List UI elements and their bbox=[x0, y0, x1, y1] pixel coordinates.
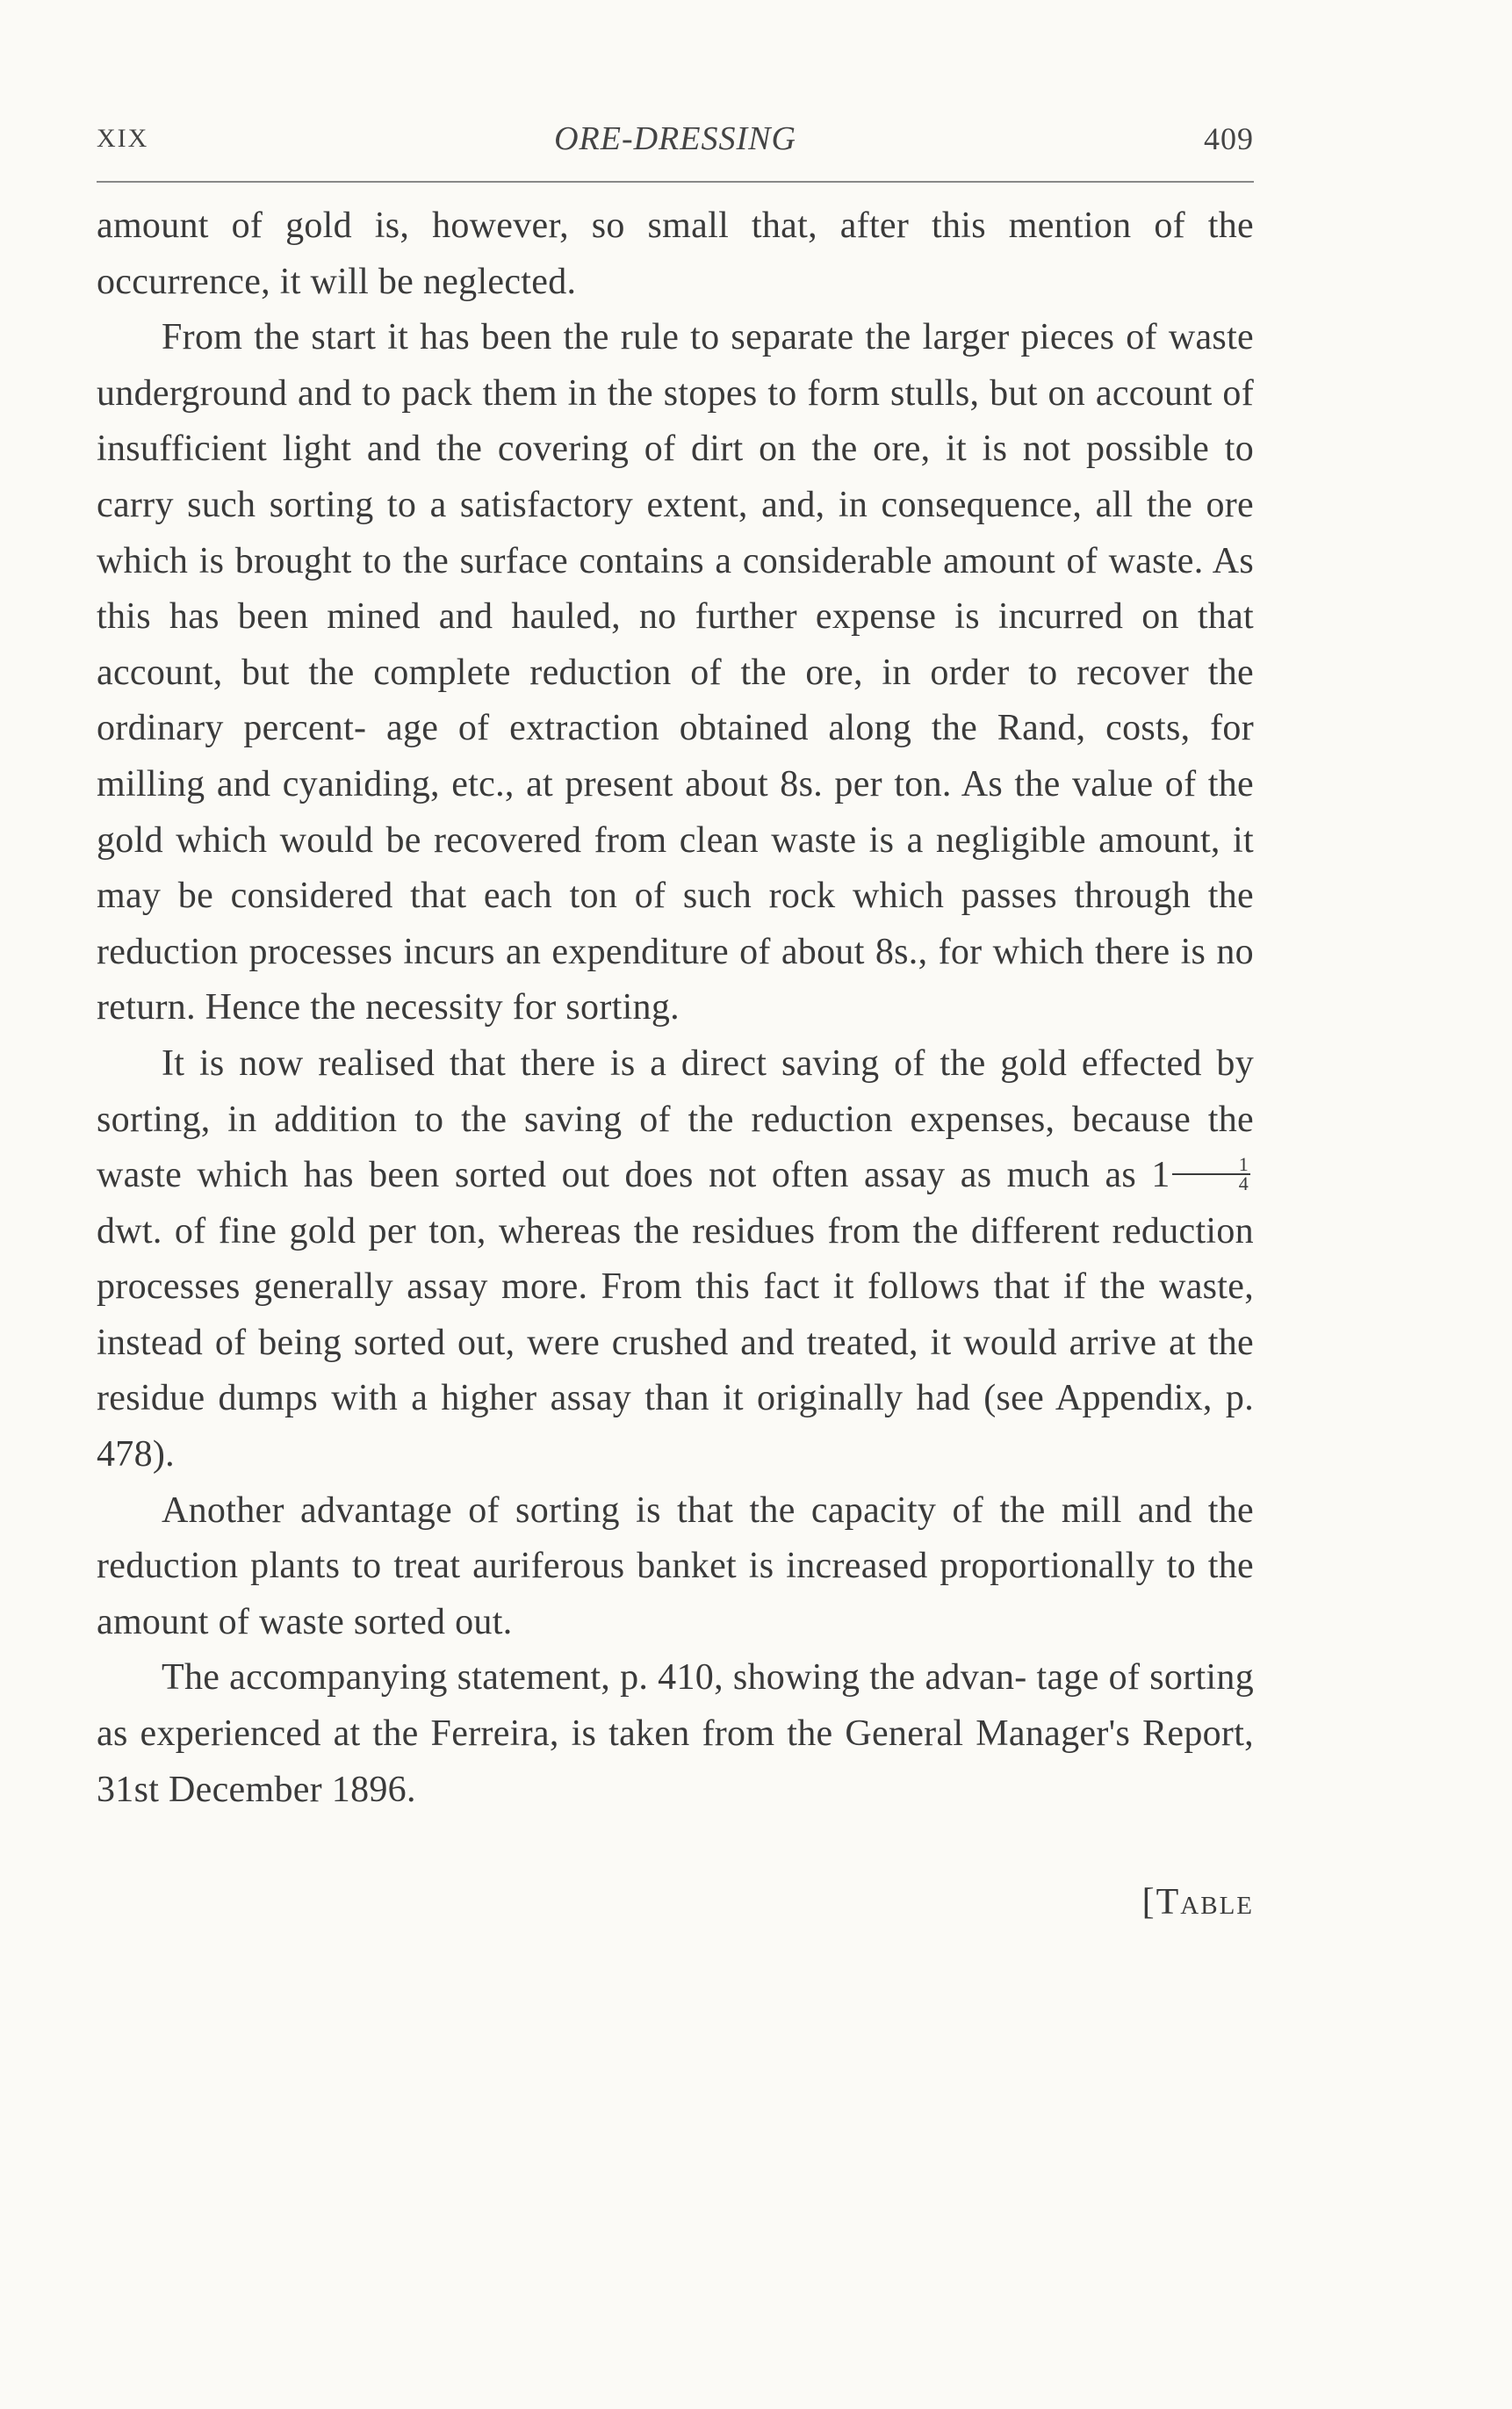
paragraph-3-text-after: dwt. of fine gold per ton, whereas the residues from the different reduction processes generally assay more. From this fact it follows that if the waste, instead of being sorted out, were crushed and treated, it would arrive at the residue dumps with a higher assay than it originally had (see Appendix, p. 478). bbox=[97, 1210, 1254, 1475]
fraction-denominator: 4 bbox=[1238, 1172, 1249, 1195]
book-page bbox=[97, 114, 1254, 1923]
paragraph-1: amount of gold is, however, so small that, after this mention of the occurrence, it will be neglected. bbox=[97, 206, 1254, 302]
paragraph-3 bbox=[97, 1036, 1254, 1483]
body-text bbox=[97, 198, 1254, 1818]
header-rule bbox=[97, 181, 1254, 183]
paragraph-3-text-before: It is now realised that there is a direct saving of the gold effected by sorting, in addition to the saving of the reduction expenses, because the waste which has been sorted out does not often assay as much as 1 bbox=[97, 1042, 1254, 1196]
running-title: ORE-DRESSING bbox=[554, 120, 796, 157]
catchword: [Table bbox=[1141, 1882, 1254, 1923]
page-number: 409 bbox=[1204, 121, 1254, 156]
running-head bbox=[97, 114, 1254, 163]
fraction-numerator: 1 bbox=[1172, 1156, 1250, 1175]
chapter-number: XIX bbox=[97, 124, 149, 153]
fraction-one-quarter bbox=[1172, 1153, 1250, 1195]
paragraph-4: Another advantage of sorting is that the capacity of the mill and the reduction plants to treat auriferous banket is increased proportionally to the amount of waste sorted out. bbox=[97, 1489, 1254, 1642]
paragraph-2: From the start it has been the rule to separate the larger pieces of waste underground and to pack them in the stopes to form stulls, but on account of insufficient light and the covering of dirt on the ore, it is not possible to carry such sorting to a satisfactory extent, and, in consequence, all the ore which is brought to the surface contains a considerable amount of waste. As this has been mined and hauled, no further expense is incurred on that account, but the complete reduction of the ore, in order to recover the ordinary percent- age of extraction obtained along the Rand, costs, for milling and cyaniding, etc., at present about 8s. per ton. As the value of the gold which would be recovered from clean waste is a negligible amount, it may be considered that each ton of such rock which passes through the reduction processes incurs an expenditure of about 8s., for which there is no return. Hence the necessity for sorting. bbox=[97, 317, 1254, 1028]
paragraph-5: The accompanying statement, p. 410, showing the advan- tage of sorting as experienced at the Ferreira, is taken from the General Manager's Report, 31st December 1896. bbox=[97, 1657, 1254, 1810]
